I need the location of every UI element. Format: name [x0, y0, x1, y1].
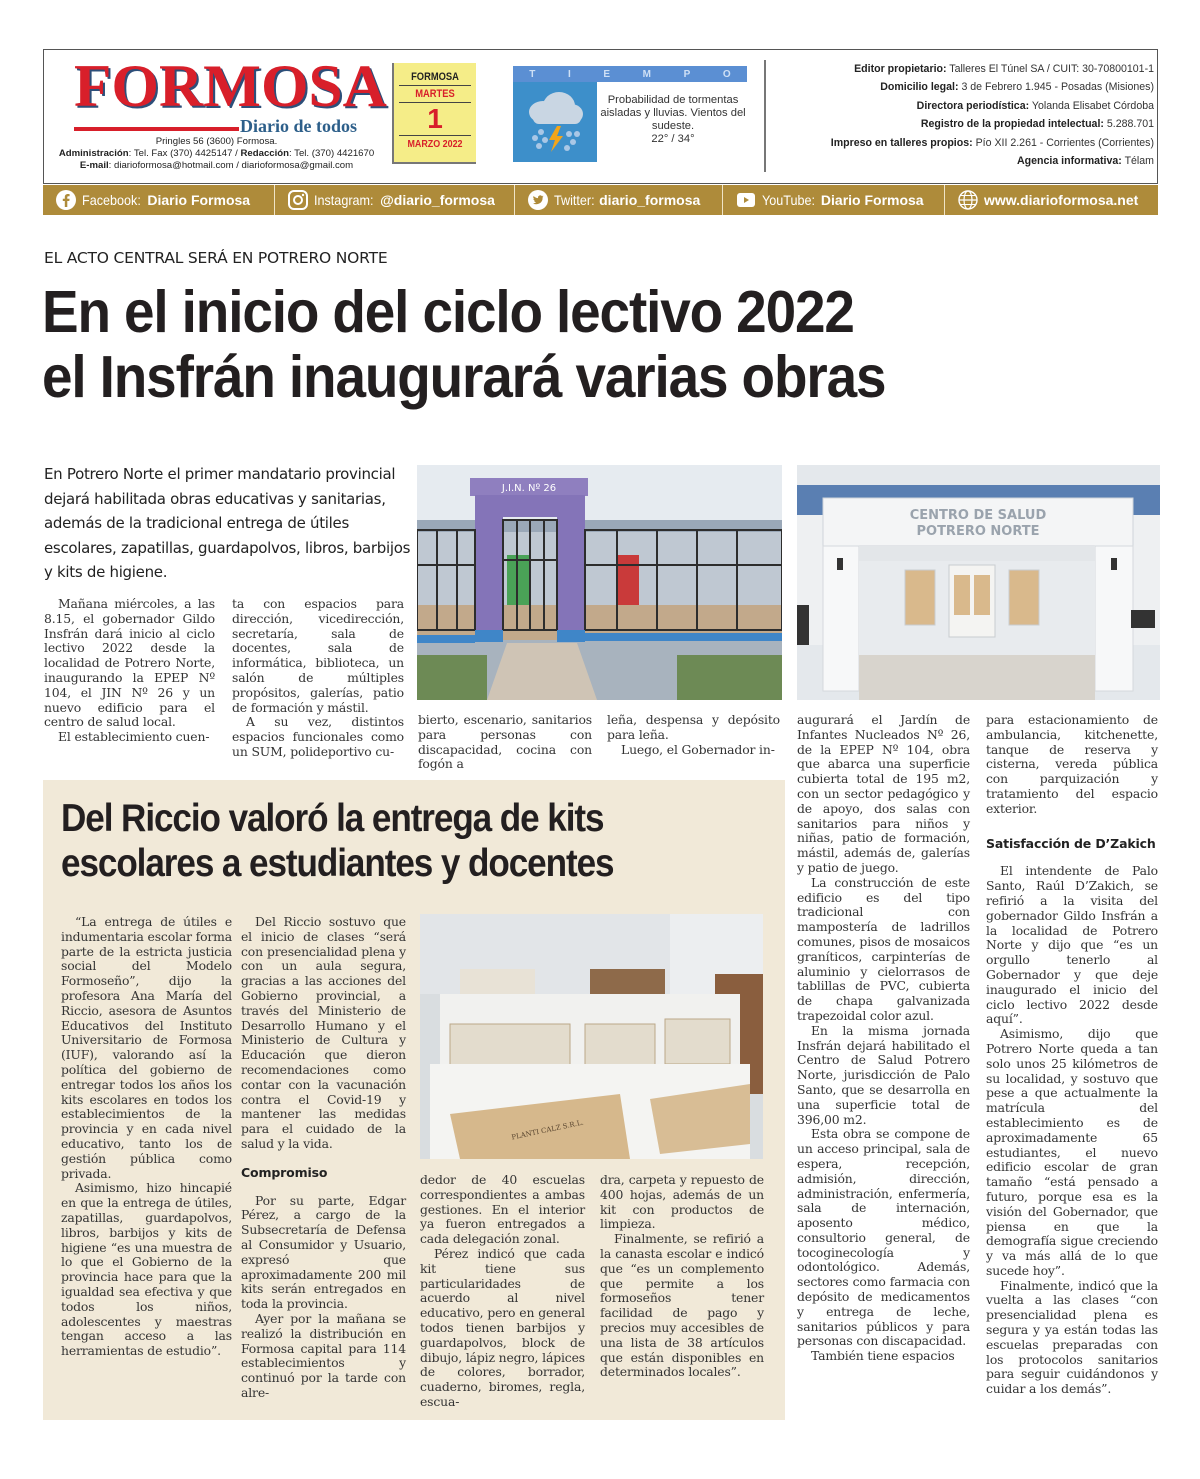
sidebar-column-3: dedor de 40 escuelas correspondientes a ambas gestiones. En el interior ya fueron entregados a cada delegación zonal. Pérez indicó que cada kit tiene sus particularidades de acuerdo al nivel educativo, pero en general todos tienen barbijos y guardapolvos, block de dibujo, lápiz negro, lápices de colores, borrador, cuaderno, biromes, regla, escua- — [420, 1172, 585, 1409]
sidebar-column-4: dra, carpeta y repuesto de 400 hojas, además de un kit con productos de limpieza. Finalmente, se refirió a la canasta escolar e indicó que “es un complemento que permite a los formoseños tener facilidad de pago y precios muy accesibles de una lista de 38 artículos que están disponibles en determinados locales”. — [600, 1172, 764, 1380]
credit-line: Registro de la propiedad intelectual: 5.288.701 — [920, 118, 1154, 131]
contact-info — [44, 136, 389, 172]
logo-subtitle: Diario de todos — [240, 116, 357, 136]
social-link-instagram[interactable]: Instagram: @diario_formosa — [275, 185, 515, 215]
weather-header: T I E M P O — [513, 66, 747, 82]
logo-block — [44, 50, 389, 180]
globe-icon — [957, 189, 979, 211]
subhead-satisfaccion: Satisfacción de D’Zakich — [986, 835, 1156, 851]
twitter-icon — [527, 189, 549, 211]
address: Pringles 56 (3600) Formosa. — [155, 136, 278, 147]
main-column-3: bierto, escenario, sanitarios para personas con discapacidad, cocina con fogón a — [418, 712, 592, 772]
weather-box — [513, 66, 747, 162]
main-column-4: leña, despensa y depósito para leña. Luego, el Gobernador in- — [607, 712, 780, 757]
social-link-twitter[interactable]: Twitter: diario_formosa — [515, 185, 723, 215]
social-link-facebook[interactable]: Facebook: Diario Formosa — [43, 185, 275, 215]
logo-rule — [74, 127, 239, 131]
credit-line: Editor propietario: Talleres El Túnel SA / CUIT: 30-70800101-1 — [854, 63, 1154, 75]
svg-text:CENTRO DE SALUD: CENTRO DE SALUD — [909, 508, 1047, 523]
article-deck: En Potrero Norte el primer mandatario provincial dejará habilitada obras educativas y sanitarias, además de la tradicional entrega de útiles escolares, zapatillas, guardapolvos, libros, barbijos y kits de higiene. — [44, 465, 411, 582]
article-headline: En el inicio del ciclo lectivo 2022 el Insfrán inaugurará varias obras — [42, 279, 886, 410]
sidebar-column-1: “La entrega de útiles e indumentaria escolar forma parte de la estricta justicia social del Modelo Formoseño”, dijo la profesora Ana María del Riccio, asesora de Asuntos Educativos del Instituto Universitario de Formosa (IUF), valorando así la política del gobierno de entregar todos los años los kits escolares en todos los establecimientos de la provincia y en cada nivel educativo, tanto los de gestión pública como privada. Asimismo, hizo hincapié en que la entrega de útiles, zapatillas, guardapolvos, libros, barbijos y kits de higiene “es una muestra de lo que el Gobierno de la provincia hace para que la igualdad sea efectiva y que todos los niños, adolescentes y maestras tengan acceso a las herramientas de estudio”. — [61, 914, 233, 1359]
date-weekday: MARTES — [415, 88, 455, 100]
social-link-youtube[interactable]: YouTube: Diario Formosa — [723, 185, 945, 215]
main-column-5: augurará el Jardín de Infantes Nucleados Nº 26, de la EPEP Nº 104, obra que abarca una superficie cubierta total de 195 m2, con un sector pedagógico y de apoyo, dos salas con sanitarios para niños y niñas, patio de formación, mástil, además de, galerías y patio de juego. La construcción de este edificio es del tipo tradicional con mampostería de ladrillos comunes, pisos de mosaicos graníticos, carpinterías de aluminio y cielorrasos de tablillas de PVC, cubierta de chapa galvanizada trapezoidal color azul. En la misma jornada Insfrán dejará habilitado el Centro de Salud Potrero Norte, jurisdicción de Palo Santo, que se desarrolla en una superficie total de 396,00 m2. Esta obra se compone de un acceso principal, sala de espera, recepción, admisión, dirección, administración, enfermería, sala de internación, aposento médico, consultorio general, de tocoginecología y odontológico. Además, sectores como farmacia con depósito de medicamentos y entrega de leche, sanitarios públicos y para personas con discapacidad. También tiene espacios — [797, 712, 970, 1364]
masthead — [43, 49, 1158, 184]
date-month-year: MARZO 2022 — [407, 138, 463, 150]
youtube-icon — [735, 189, 757, 211]
sidebar-headline: Del Riccio valoró la entrega de kits escolares a estudiantes y docentes — [61, 797, 614, 885]
credit-line: Directora periodística: Yolanda Elisabet Córdoba — [916, 99, 1154, 112]
sidebar-column-2: Del Riccio sostuvo que el inicio de clases “será con presencialidad plena y con un aula segura, gracias a las acciones del Gobierno provincial, a través del Ministerio de Desarrollo Humano y el Ministerio de Cultura y Educación que dieron recomendaciones como contar con la vacunación contra el Covid-19 y mantener las medidas para el cuidado de la salud y la vida. Compromiso Por su parte, Edgar Pérez, a cargo de la Subsecretaría de Defensa al Consumidor y Usuario, expresó que aproximadamente 200 mil kits serán entregados en toda la provincia. Ayer por la mañana se realizó la distribución en Formosa capital para 114 establecimientos y continuó por la tarde con alre- — [241, 914, 406, 1400]
social-bar — [43, 185, 1158, 215]
date-day-number: 1 — [427, 103, 443, 134]
main-column-6: para estacionamiento de ambulancia, kitchenette, tanque de reserva y cisterna, vereda pública con parquización y tratamiento del espacio exterior. Satisfacción de D’Zakich El intendente de Palo Santo, Raúl D’Zakich, se refirió a la visita del gobernador Gildo Insfrán a la localidad de Potrero Norte y dijo que “es un orgullo tenerlo al Gobernador y que deje inaugurado el inicio del ciclo lectivo 2022 desde aquí”. Asimismo, dijo que Potrero Norte queda a tan solo unos 25 kilómetros de su localidad, y sostuvo que pese a que actualmente la matrícula del establecimiento es de aproximadamente 65 estudiantes, el nuevo edificio escolar de gran tamaño “está pensado a futuro, porque esa es la visión del Gobernador, que piensa en que la demografía sigue creciendo y va más allá de lo que sucede hoy”. Finalmente, indicó que la vuelta a las clases “con presencialidad plena es segura y ya están todas las escuelas preparadas con los protocolos sanitarios para seguir cuidándonos y cuidar a los demás”. — [986, 712, 1158, 1397]
main-column-1: Mañana miércoles, a las 8.15, el gobernador Gildo Insfrán dará inicio al ciclo lectivo 2022 desde la localidad de Potrero Norte, inaugurando la EPEP Nº 104, el JIN Nº 26 y un nuevo edificio para el centro de salud local. El establecimiento cuen- — [44, 596, 215, 745]
photo-centro-salud — [797, 465, 1160, 700]
photo-jardin-infantes — [417, 465, 782, 700]
date-box — [392, 63, 476, 164]
instagram-icon — [287, 189, 309, 211]
credit-line: Agencia informativa: Télam — [1017, 155, 1154, 168]
social-link-website[interactable]: www.diarioformosa.net — [945, 185, 1158, 215]
facebook-icon — [55, 189, 77, 211]
storm-rain-icon — [513, 82, 597, 162]
svg-text:J.I.N. Nº 26: J.I.N. Nº 26 — [501, 483, 557, 494]
subhead-compromiso: Compromiso — [241, 1164, 328, 1180]
email-line: E-mail: diarioformosa@hotmail.com / diarioformosa@gmail.com — [79, 160, 354, 171]
weather-temps: 22° / 34° — [651, 133, 695, 145]
credit-line: Domicilio legal: 3 de Febrero 1.945 - Posadas (Misiones) — [880, 81, 1154, 94]
article-kicker: EL ACTO CENTRAL SERÁ EN POTRERO NORTE — [44, 249, 388, 267]
svg-text:PLANTI CALZ S.R.L.: PLANTI CALZ S.R.L. — [510, 1118, 585, 1142]
credit-line: Impreso en talleres propios: Pío XII 2.261 - Corrientes (Corrientes) — [830, 136, 1154, 149]
weather-forecast: Probabilidad de tormentas aisladas y lluvias. Vientos del sudeste. 22° / 34° — [600, 94, 746, 145]
date-city: FORMOSA — [411, 71, 459, 83]
phone-line: Administración: Tel. Fax (370) 4425147 / Redacción: Tel. (370) 4421670 — [58, 148, 375, 159]
logo-title: FORMOSA — [74, 53, 387, 119]
main-column-2: ta con espacios para dirección, vicedirección, secretaría, sala de docentes, sala de informática, biblioteca, un salón de múltiples propósitos, galerías, patio de formación y mástil. A su vez, distintos espacios funcionales como un SUM, polideportivo cu- — [232, 596, 404, 759]
publisher-credits — [764, 60, 1154, 172]
photo-school-kits — [420, 914, 763, 1159]
svg-text:POTRERO NORTE: POTRERO NORTE — [916, 524, 1040, 539]
